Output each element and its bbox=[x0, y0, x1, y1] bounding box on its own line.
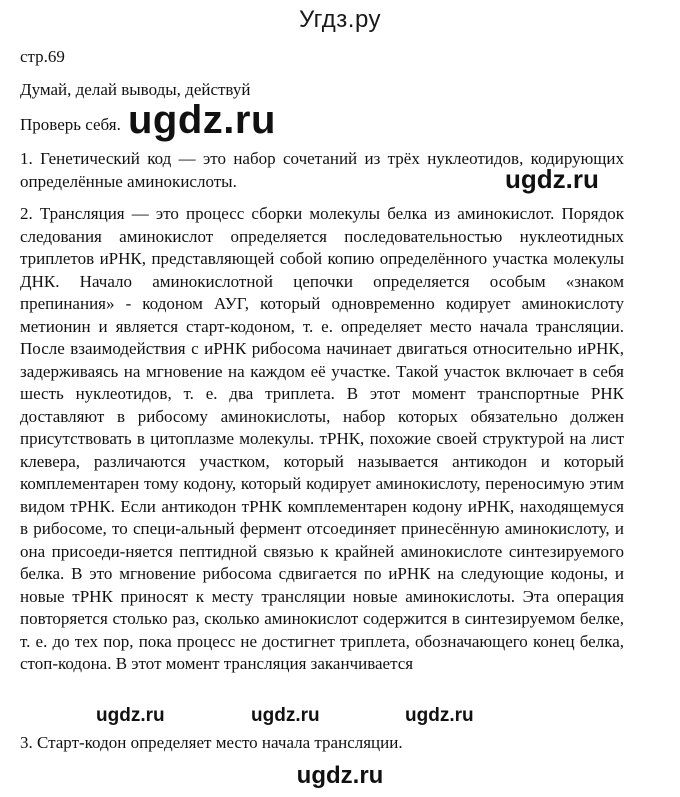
page-number: стр.69 bbox=[20, 47, 65, 66]
site-title: Угдз.ру bbox=[298, 6, 382, 33]
check-yourself-heading: Проверь себя. bbox=[20, 115, 121, 134]
answer-3: 3. Старт-кодон определяет место начала трансляции. bbox=[20, 733, 403, 752]
answer-1: 1. Генетический код — это набор сочетаний из трёх нуклеотидов, кодирующих определённые аминокислоты. bbox=[20, 149, 624, 191]
watermark-small: ugdz.ru bbox=[96, 705, 165, 726]
watermark-medium: ugdz.ru bbox=[505, 164, 599, 194]
answer-2: 2. Трансляция — это процесс сборки молекулы белка из аминокислот. Порядок следования аминокислот определяется последовательностью нуклеотидных триплетов иРНК, представляющей собой копию определённого участка молекулы ДНК. Начало аминокислотной цепочки определяется особым «знаком препинания» - кодоном АУГ, который одновременно кодирует аминокислоту метионин и является старт-кодоном, т. е. определяет место начала трансляции. После взаимодействия с иРНК рибосома начинает двигаться относительно иРНК, задерживаясь на мгновение на каждом её участке. Такой участок включает в себя шесть нуклеотидов, т. е. два триплета. В этот момент транспортные РНК доставляют в рибосому аминокислоты, набор которых обязательно должен присутствовать в цитоплазме молекулы. тРНК, похожие своей структурой на лист клевера, различаются участком, который называется антикодон и который комплементарен тому кодону, который кодирует аминокислоту, переносимую этим видом тРНК. Если антикодон тРНК комплементарен кодону иРНК, находящемуся в рибосоме, то специ-альный фермент отсоединяет принесённую аминокислоту, и она присоеди-няется пептидной связью к крайней аминокислоте синтезируемого белка. В это мгновение рибосома сдвигается по иРНК на следующие кодоны, и новые тРНК приносят к месту трансляции новые аминокислоты. Эта операция повторяется столько раз, сколько аминокислот содержится в синтезируемом белке, т. е. до тех пор, пока процесс не достигнет триплета, обозначающего конец белка, стоп-кодона. В этот момент трансляция заканчивается bbox=[20, 204, 624, 673]
section-title: Думай, делай выводы, действуй bbox=[20, 80, 251, 99]
watermark-small: ugdz.ru bbox=[251, 705, 320, 726]
watermark-small: ugdz.ru bbox=[405, 705, 474, 726]
watermark-large: ugdz.ru bbox=[128, 98, 276, 142]
watermark-bottom: ugdz.ru bbox=[296, 762, 384, 789]
